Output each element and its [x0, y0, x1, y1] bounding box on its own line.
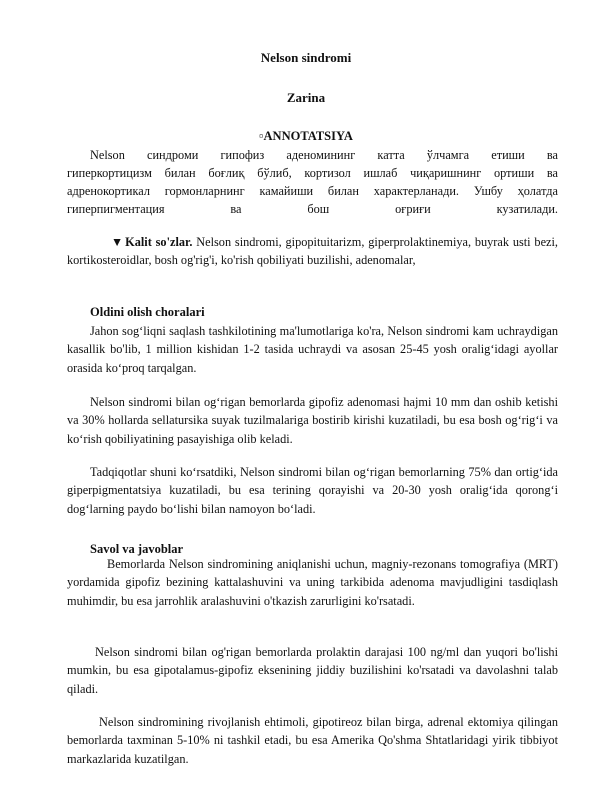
pin-icon: ▼ [111, 235, 124, 249]
document-title: Nelson sindromi [260, 50, 352, 65]
prevention-paragraph-2: Nelson sindromi bilan og‘rigan bemorlarda gipofiz adenomasi hajmi 10 mm dan oshib ketishi va 30% hollarda sellatursika suyak tuzilmalariga bostirib kirishi kuzatiladi, bu esa bosh og‘rig‘i va ko‘rish qobiliyatining pasayishiga olib keladi. [67, 395, 558, 446]
annotation-line: гиперпигментация ва бош оғриғи кузатилади. [67, 202, 558, 216]
annotation-line: адренокортикал гормонларнинг камайиши билан характерланади. Ушбу ҳолатда [67, 184, 558, 198]
prevention-paragraph-3: Tadqiqotlar shuni ko‘rsatdiki, Nelson sindromi bilan og‘rigan bemorlarning 75% dan ortig‘ida giperpigmentatsiya kuzatiladi, bu esa terining qorayishi va 20-30 yosh oralig‘ida qorong‘i dog‘larning paydo bo‘lishi bilan namoyon bo‘ladi. [67, 465, 558, 516]
document-author: Zarina [286, 90, 326, 105]
qa-heading: Savol va javoblar [90, 542, 184, 556]
annotation-line: Nelson синдроми гипофиз аденомининг катта ўлчамга етиши ва [90, 148, 558, 162]
keywords-paragraph [67, 233, 558, 270]
missing-glyph-icon: ▫ [259, 129, 264, 143]
annotation-heading-text: ANNOTATSIYA [263, 129, 353, 143]
qa-paragraph-2: Nelson sindromi bilan og'rigan bemorlarda prolaktin darajasi 100 ng/ml dan yuqori bo'lishi mumkin, bu esa gipotalamus-gipofiz eksenining jiddiy buzilishini ko'rsatadi va davolashni talab qiladi. [67, 645, 558, 696]
qa-paragraph-3: Nelson sindromining rivojlanish ehtimoli, gipotireoz bilan birga, adrenal ektomiya qilingan bemorlarda taxminan 5-10% ni tashkil etadi, bu esa Amerika Qo'shma Shtatlaridagi yirik tibbiyot markazlarida kuzatilgan. [67, 715, 558, 766]
qa-paragraph-1: Bemorlarda Nelson sindromining aniqlanishi uchun, magniy-rezonans tomografiya (MRT) yordamida gipofiz bezining kattalashuvini va uning tarkibida adenoma mavjudligini tasdiqlash muhimdir, bu esa jarrohlik aralashuvini o'tkazish zarurligini ko'rsatadi. [67, 557, 558, 608]
annotation-line: гиперкортицизм билан боғлиқ бўлиб, кортизол ишлаб чиқаришнинг ортиши ва [67, 166, 558, 180]
prevention-heading: Oldini olish choralari [90, 305, 205, 319]
keywords-text: Nelson sindromi, gipopituitarizm, giperprolaktinemiya, buyrak usti bezi, kortikosteroidlar, bosh og'rig'i, ko'rish qobiliyati buzilishi, adenomalar, [67, 235, 558, 268]
annotation-heading [0, 129, 612, 144]
prevention-paragraph-1: Jahon sog‘liqni saqlash tashkilotining ma'lumotlariga ko'ra, Nelson sindromi kam uchraydigan kasallik bo'lib, 1 million kishidan 1-2 tasida uchraydi va asosan 25-45 yosh oralig‘idagi ayollar orasida ko‘proq tarqalgan. [67, 324, 558, 375]
keywords-label: Kalit so'zlar. [125, 235, 193, 249]
